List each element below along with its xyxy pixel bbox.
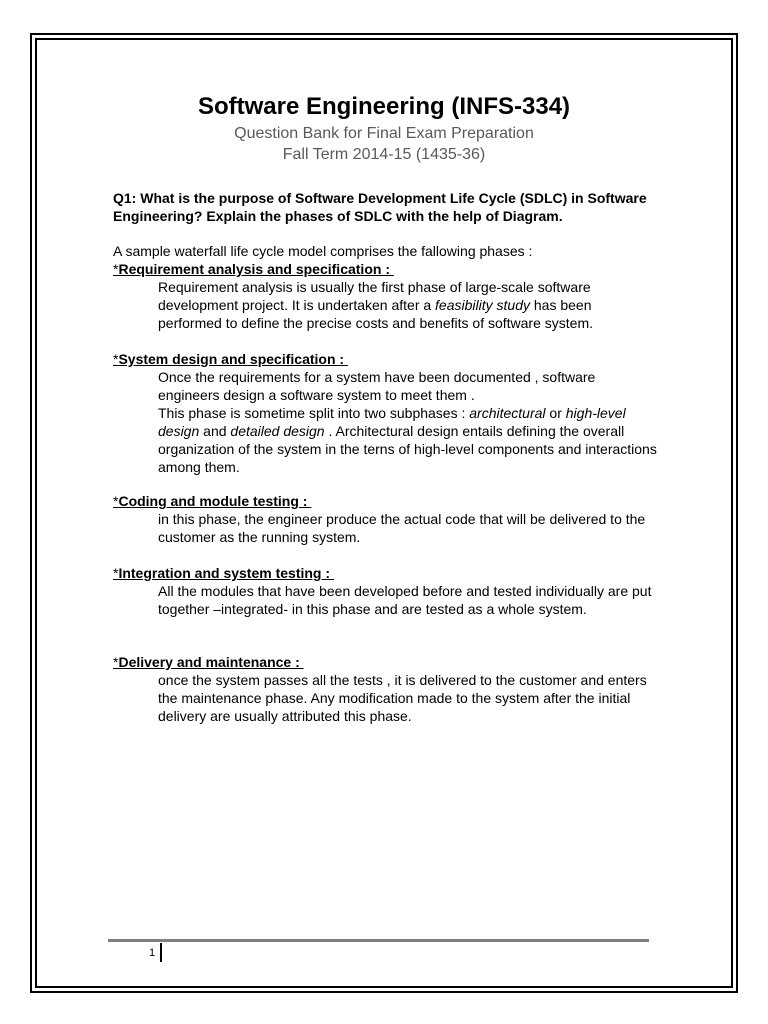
footer-rule: [108, 939, 649, 942]
intro-text: A sample waterfall life cycle model comprises the fallowing phases :: [113, 243, 533, 259]
page-number-divider: [160, 943, 162, 962]
section-coding-testing: [113, 492, 703, 546]
section-heading: *Requirement analysis and specification :: [113, 261, 394, 277]
section-integration-testing: [113, 564, 703, 618]
section-system-design: [113, 350, 703, 476]
section-body: Requirement analysis is usually the first phase of large-scale software development project. It is undertaken after a feasibility study has been performed to define the precise costs and benefits of software system.: [158, 279, 593, 331]
document-subtitle: Question Bank for Final Exam Preparation: [234, 125, 534, 142]
section-heading: *Delivery and maintenance :: [113, 654, 304, 670]
section-heading: *System design and specification :: [113, 351, 348, 367]
document-title: Software Engineering (INFS-334): [197, 93, 571, 120]
page-number: 1: [149, 947, 156, 959]
section-body: once the system passes all the tests , it is delivered to the customer and enters the maintenance phase. Any modification made to the system after the initial delivery are usually attributed this phase.: [158, 672, 647, 724]
section-body: in this phase, the engineer produce the actual code that will be delivered to the customer as the running system.: [158, 511, 646, 545]
section-delivery-maintenance: [113, 653, 703, 725]
document-term: Fall Term 2014-15 (1435-36): [282, 146, 486, 163]
question-heading: Q1: What is the purpose of Software Development Life Cycle (SDLC) in Software Engineering? Explain the phases of SDLC with the help of Diagram.: [113, 190, 647, 224]
section-heading: *Integration and system testing :: [113, 565, 334, 581]
section-requirement-analysis: [113, 260, 703, 332]
section-body: Once the requirements for a system have been documented , software engineers design a software system to meet them . This phase is sometime split into two subphases : architectural or high-level design and detailed design . Architectural design entails defining the overall organization of the system in the terns of high-level components and interactions among them.: [158, 369, 657, 475]
section-heading: *Coding and module testing :: [113, 493, 312, 509]
section-body: All the modules that have been developed before and tested individually are put together –integrated- in this phase and are tested as a whole system.: [158, 583, 652, 617]
